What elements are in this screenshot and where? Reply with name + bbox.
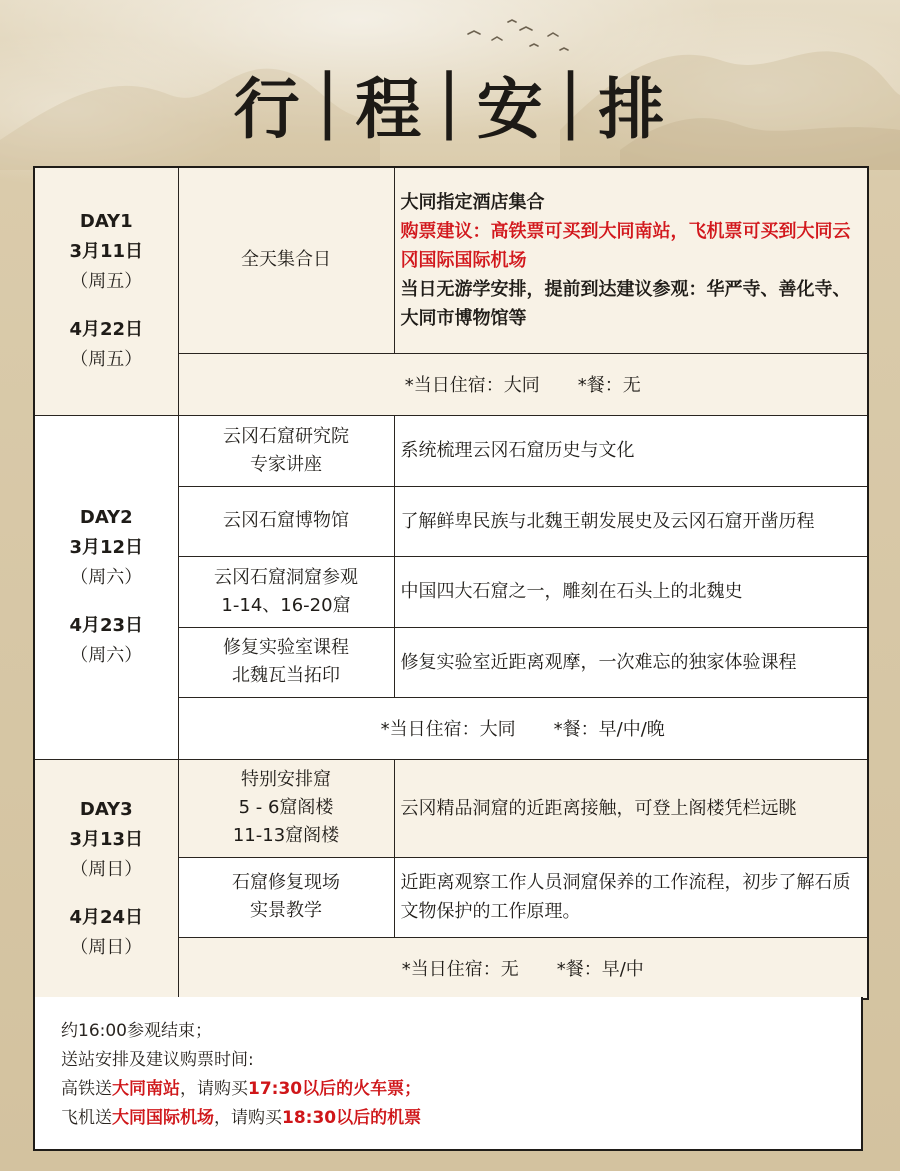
day3-cell [34, 759, 178, 999]
activity-desc: 了解鲜卑民族与北魏王朝发展史及云冈石窟开凿历程 [394, 486, 868, 556]
footer-text: 飞机送 [61, 1108, 112, 1128]
page-title [0, 58, 900, 148]
activity-desc: 修复实验室近距离观摩，一次难忘的独家体验课程 [394, 627, 868, 697]
footer-line-train [61, 1075, 861, 1104]
day-weekday: （周六） [70, 567, 143, 588]
stay-meal-note [178, 937, 868, 999]
footer-highlight: 17:30以后的火车票； [248, 1079, 422, 1099]
day-date: 3月13日 [69, 828, 144, 850]
activity-name [178, 415, 394, 486]
stay-meal-note [178, 697, 868, 759]
activity-desc [394, 167, 868, 353]
day1-cell [34, 167, 178, 415]
footer-highlight: 18:30以后的机票 [282, 1108, 422, 1128]
desc-line-ticket-advice: 购票建议：高铁票可买到大同南站，飞机票可买到大同云冈国际国际机场 [400, 220, 851, 271]
day2-activity-row [34, 415, 868, 486]
activity-name-line: 11-13窟阁楼 [232, 825, 340, 846]
day-weekday: （周日） [70, 936, 143, 958]
stay-note: *当日住宿：大同 [404, 375, 540, 396]
day-weekday: （周五） [70, 349, 143, 371]
activity-name-line: 专家讲座 [250, 453, 322, 475]
activity-name-line: 1-14、16-20窟 [221, 594, 351, 616]
footer-text: ，请购买 [214, 1108, 282, 1128]
stay-note: *当日住宿：无 [401, 958, 519, 980]
day-date: 3月11日 [69, 241, 144, 263]
footer-line: 约16:00参观结束； [61, 1021, 212, 1041]
stay-meal-note [178, 353, 868, 415]
stay-note: *当日住宿：大同 [380, 719, 516, 740]
day-date: 4月24日 [69, 906, 144, 928]
title-char: 排 [598, 69, 667, 148]
footer-line: 送站安排及建议购票时间: [61, 1050, 254, 1070]
activity-name-line: 北魏瓦当拓印 [232, 665, 340, 686]
activity-name-line: 云冈石窟洞窟参观 [214, 566, 358, 588]
schedule-table [33, 166, 869, 1000]
title-char: 安 [476, 69, 545, 148]
day-date: 4月23日 [69, 615, 144, 636]
activity-desc: 系统梳理云冈石窟历史与文化 [394, 415, 868, 486]
activity-name [178, 556, 394, 627]
meal-note: *餐：早/中/晚 [553, 719, 665, 740]
desc-line: 当日无游学安排，提前到达建议参观：华严寺、善化寺、大同市博物馆等 [400, 278, 851, 329]
activity-name-line: 特别安排窟 [241, 769, 331, 790]
day-date: 4月22日 [69, 319, 144, 341]
day-weekday: （周五） [70, 271, 143, 293]
activity-desc: 云冈精品洞窟的近距离接触，可登上阁楼凭栏远眺 [394, 759, 868, 857]
activity-name [178, 486, 394, 556]
title-char: 程 [355, 69, 424, 148]
day2-cell [34, 415, 178, 759]
activity-name [178, 627, 394, 697]
title-separator: | [558, 59, 585, 141]
footer-highlight: 大同国际机场 [112, 1108, 214, 1128]
title-separator: | [437, 59, 463, 141]
desc-line: 大同指定酒店集合 [400, 191, 545, 213]
day-date: 3月12日 [69, 537, 144, 558]
day-label: DAY1 [79, 211, 133, 233]
title-separator: | [315, 59, 342, 141]
title-char: 行 [233, 69, 302, 148]
footer-text: ，请购买 [180, 1079, 248, 1099]
activity-name-line: 实景教学 [250, 900, 322, 921]
day3-activity-row [34, 759, 868, 857]
activity-desc: 近距离观察工作人员洞窟保养的工作流程，初步了解石质文物保护的工作原理。 [394, 857, 868, 937]
footer-text: 高铁送 [61, 1079, 112, 1099]
activity-name-line: 5 - 6窟阁楼 [238, 797, 334, 818]
meal-note: *餐：无 [577, 375, 641, 396]
day-weekday: （周日） [70, 858, 143, 880]
activity-desc: 中国四大石窟之一，雕刻在石头上的北魏史 [394, 556, 868, 627]
departure-notes [33, 997, 863, 1151]
day-label: DAY3 [79, 798, 133, 820]
footer-highlight: 大同南站 [112, 1079, 180, 1099]
activity-name-line: 云冈石窟研究院 [223, 425, 349, 447]
activity-name [178, 759, 394, 857]
activity-name-line: 石窟修复现场 [232, 872, 340, 893]
day1-activity-row [34, 167, 868, 353]
day-label: DAY2 [79, 507, 133, 528]
footer-line-flight [61, 1104, 861, 1133]
activity-name-line: 云冈石窟博物馆 [223, 510, 349, 531]
day-weekday: （周六） [70, 645, 143, 666]
activity-name-line: 修复实验室课程 [223, 637, 349, 658]
activity-name [178, 857, 394, 937]
activity-name: 全天集合日 [178, 167, 394, 353]
meal-note: *餐：早/中 [556, 958, 644, 980]
